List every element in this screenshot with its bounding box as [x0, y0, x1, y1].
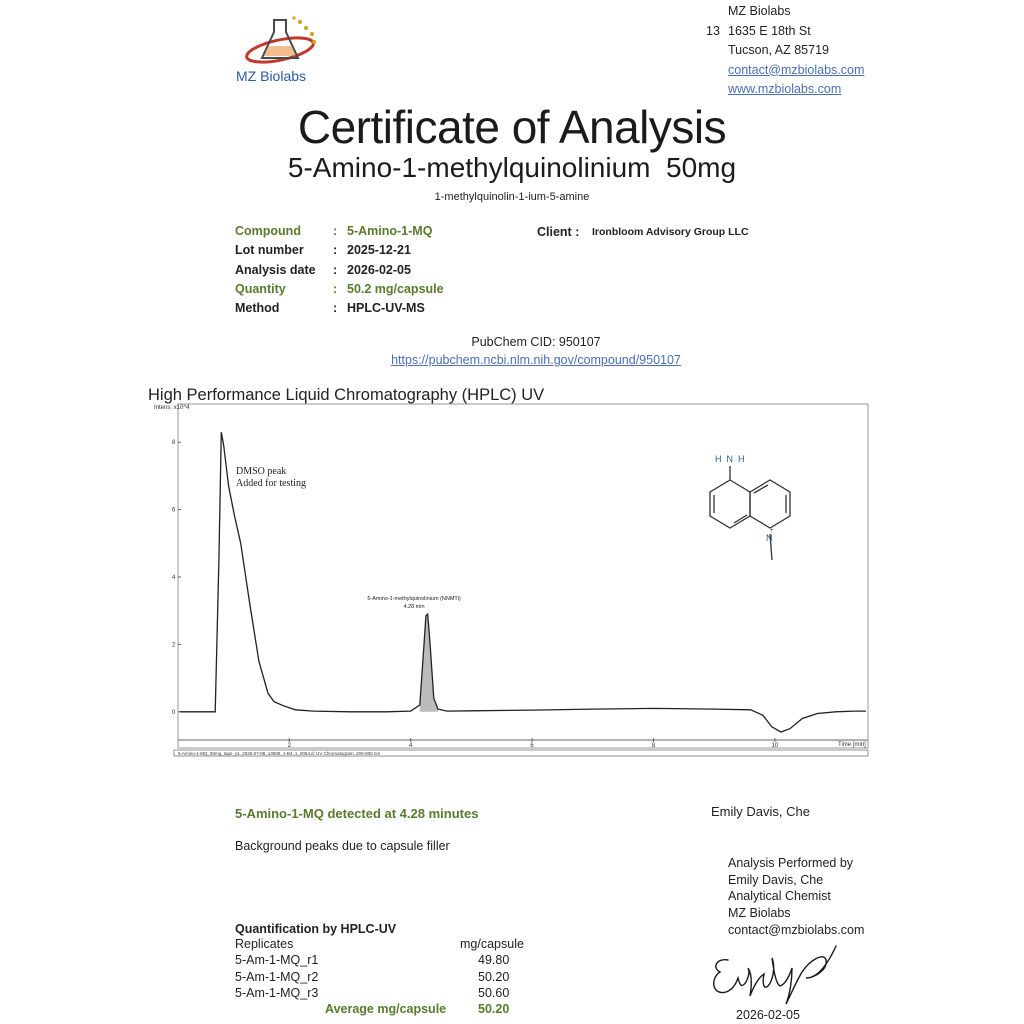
quant-header-row	[235, 937, 524, 953]
lot-label: Lot number	[235, 243, 304, 258]
handwritten-signature	[706, 938, 856, 1008]
signatory-name: Emily Davis, Che	[711, 804, 810, 819]
analyst-block	[728, 855, 864, 939]
annotation-dmso: DMSO peak	[236, 466, 287, 477]
quant-col-mg: mg/capsule	[460, 937, 524, 951]
average-label: Average mg/capsule	[325, 1002, 447, 1017]
mz-biolabs-logo	[238, 14, 328, 70]
quant-title: Quantification by HPLC-UV	[235, 922, 397, 936]
x-tick-label: 2	[287, 743, 291, 749]
replicate-value: 50.20	[478, 969, 510, 984]
table-row	[235, 953, 510, 969]
pubchem-link[interactable]: https://pubchem.ncbi.nlm.nih.gov/compound/950107	[391, 353, 681, 367]
analyst-line-1: Analysis Performed by	[728, 856, 854, 870]
plot-frame	[178, 404, 868, 748]
colon: :	[333, 243, 338, 258]
info-row-lot	[235, 243, 444, 262]
average-value: 50.20	[478, 1002, 510, 1017]
table-row	[235, 985, 510, 1002]
table-row	[235, 969, 510, 986]
info-row-method	[235, 301, 444, 320]
pyridinium-ring	[750, 480, 790, 528]
brand-name: MZ Biolabs	[236, 68, 307, 84]
analyst-email: contact@mzbiolabs.com	[728, 922, 865, 937]
replicate-name: 5-Am-1-MQ_r1	[235, 953, 319, 968]
compound-label: Compound	[235, 224, 301, 238]
y-tick-label: 4	[172, 575, 176, 581]
x-tick-label: 4	[409, 743, 413, 749]
x-axis-label: Time [min]	[838, 742, 866, 748]
y-tick-label: 6	[172, 507, 176, 514]
signature-date: 2026-02-05	[736, 1008, 800, 1022]
certificate-title: Certificate of Analysis	[297, 101, 727, 153]
date-label: Analysis date	[235, 262, 316, 277]
lot-value: 2025-12-21	[347, 243, 411, 258]
colon: :	[333, 301, 338, 316]
replicate-value: 50.60	[478, 985, 510, 1000]
colon: :	[333, 281, 338, 296]
pubchem-cid: PubChem CID: 950107	[471, 335, 601, 349]
chart-legend-text: 5-Amino-1-MQ_50mg_tape_y1_2025-07-08_13909_1-B4_1_0054.d: UV Chromatogram, 200-800 nm	[178, 751, 381, 756]
annotation-added: Added for testing	[236, 478, 306, 489]
method-value: HPLC-UV-MS	[347, 301, 425, 316]
detection-result: 5-Amino-1-MQ detected at 4.28 minutes	[235, 806, 479, 821]
y-axis-label: Intens. x10^4	[154, 405, 190, 411]
background-note: Background peaks due to capsule filler	[235, 839, 450, 853]
y-tick-label: 8	[172, 440, 176, 447]
hplc-chromatogram	[150, 402, 870, 758]
molecule-structure	[710, 466, 790, 560]
analyst-line-3: Analytical Chemist	[728, 889, 831, 904]
y-tick-label: 2	[172, 642, 176, 649]
website-link[interactable]: www.mzbiolabs.com	[728, 82, 842, 96]
annotation-peak-time: 4.28 min	[403, 604, 425, 610]
colon: :	[333, 224, 338, 238]
pubchem-url-row	[0, 353, 1024, 367]
info-row-compound	[235, 224, 444, 243]
company-address	[706, 2, 864, 100]
hplc-heading: High Performance Liquid Chromatography (HPLC) UV	[148, 386, 545, 404]
quantification-table	[235, 922, 524, 1018]
date-value: 2026-02-05	[347, 262, 411, 277]
sample-info	[235, 224, 444, 320]
annotation-peak-name: 5-Amino-1-methylquinolinium (NNMTi)	[367, 596, 461, 602]
quantity-value: 50.2 mg/capsule	[347, 281, 444, 296]
analyst-line-4: MZ Biolabs	[728, 906, 791, 921]
positive-charge: +	[770, 528, 774, 534]
analyst-line-2: Emily Davis, Che	[728, 872, 824, 887]
y-ticks	[172, 440, 181, 716]
product-subtitle: 5-Amino-1-methylquinolinium 50mg	[287, 152, 737, 183]
info-row-date	[235, 263, 444, 282]
quant-col-replicates: Replicates	[235, 937, 294, 951]
address-prefix: 13	[706, 23, 720, 38]
method-label: Method	[235, 301, 280, 316]
address-street: 1635 E 18th St	[728, 23, 811, 38]
address-company: MZ Biolabs	[728, 4, 791, 18]
amine-label: H N H	[715, 454, 745, 464]
client-name: Ironbloom Advisory Group LLC	[592, 226, 749, 238]
x-tick-label: 6	[530, 743, 534, 749]
benzene-ring	[710, 480, 750, 528]
y-tick-label: 0	[172, 709, 176, 716]
email-link[interactable]: contact@mzbiolabs.com	[728, 62, 865, 77]
compound-value: 5-Amino-1-MQ	[347, 224, 433, 238]
address-city: Tucson, AZ 85719	[728, 43, 829, 57]
replicate-name: 5-Am-1-MQ_r2	[235, 969, 319, 984]
info-row-quantity	[235, 282, 444, 301]
quantity-label: Quantity	[235, 281, 286, 296]
replicate-name: 5-Am-1-MQ_r3	[235, 985, 319, 1000]
replicate-value: 49.80	[478, 953, 510, 968]
average-row	[235, 1002, 510, 1018]
nitrogen-label: N	[766, 533, 773, 543]
iupac-name: 1-methylquinolin-1-ium-5-amine	[434, 191, 590, 203]
client-label: Client :	[537, 225, 580, 239]
x-tick-label: 8	[651, 743, 656, 749]
x-tick-label: 10	[771, 743, 779, 749]
colon: :	[333, 262, 338, 277]
